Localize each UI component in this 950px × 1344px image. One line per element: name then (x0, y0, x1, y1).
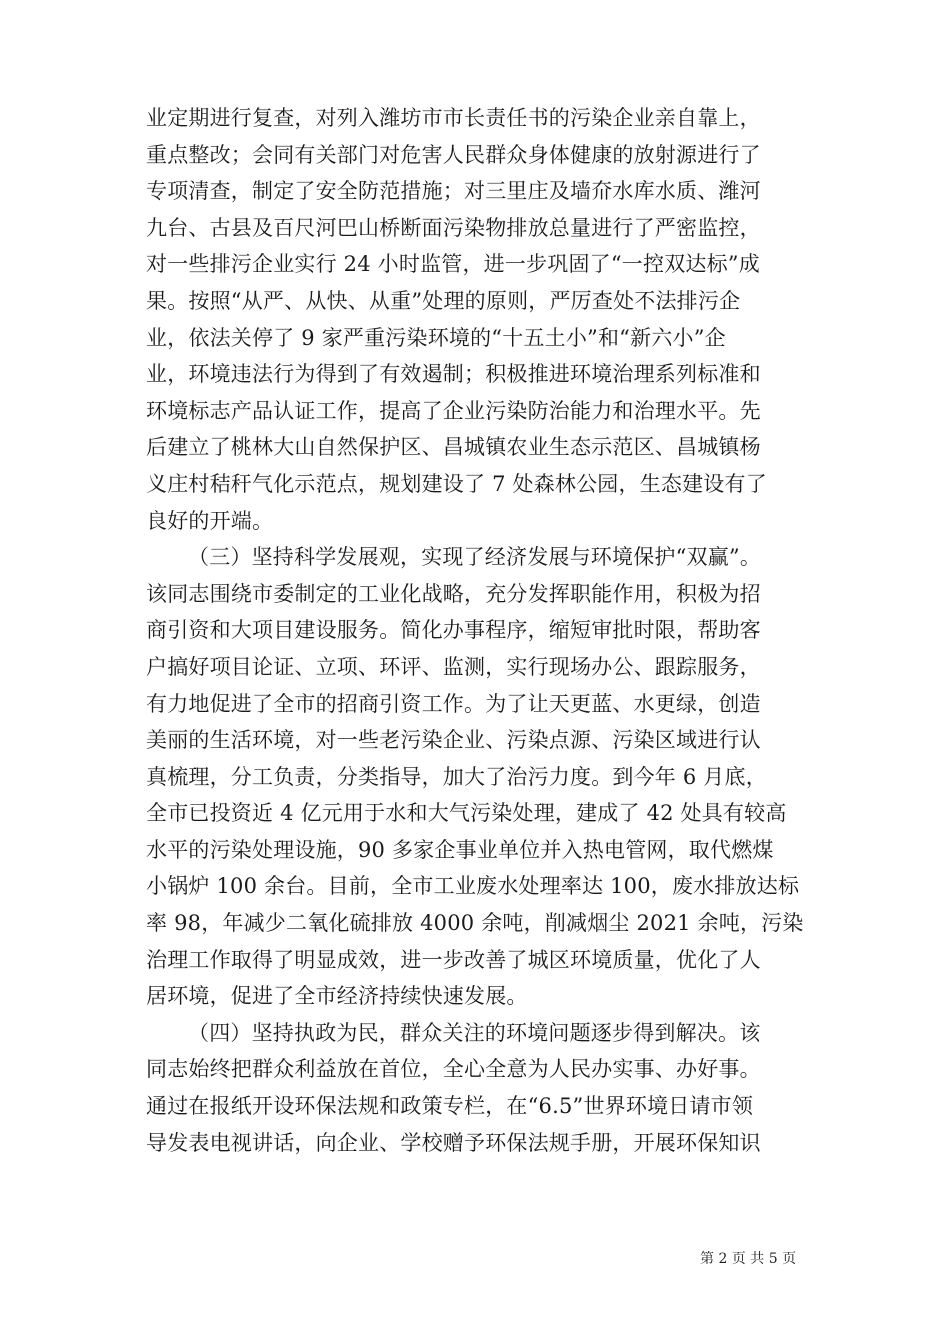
text-line: 小锅炉 100 余台。目前，全市工业废水处理率达 100，废水排放达标 (146, 874, 800, 899)
page-number: 第 2 页 共 5 页 (700, 1251, 797, 1267)
text-line: 户搞好项目论证、立项、环评、监测，实行现场办公、跟踪服务， (146, 654, 761, 679)
text-line: 义庄村秸秆气化示范点，规划建设了 7 处森林公园，生态建设有了 (146, 471, 767, 496)
text-line: 率 98，年减少二氧化硫排放 4000 余吨，削减烟尘 2021 余吨，污染 (146, 911, 804, 936)
text-line: 同志始终把群众利益放在首位，全心全意为人民办实事、办好事。 (146, 1057, 761, 1082)
text-line: 良好的开端。 (146, 508, 274, 533)
text-line: 治理工作取得了明显成效，进一步改善了城区环境质量，优化了人 (146, 947, 761, 972)
text-line: 后建立了桃林大山自然保护区、昌城镇农业生态示范区、昌城镇杨 (146, 435, 761, 460)
section-heading-four: （四）坚持执政为民，群众关注的环境问题逐步得到解决。该 (188, 1020, 761, 1045)
section-heading-three: （三）坚持科学发展观，实现了经济发展与环境保护“双赢”。 (188, 545, 762, 570)
text-line: 商引资和大项目建设服务。简化办事程序，缩短审批时限，帮助客 (146, 618, 761, 643)
text-line: 重点整改；会同有关部门对危害人民群众身体健康的放射源进行了 (146, 142, 761, 167)
text-line: 九台、古县及百尺河巴山桥断面污染物排放总量进行了严密监控， (146, 215, 761, 240)
text-line: 业定期进行复查，对列入潍坊市市长责任书的污染企业亲自靠上， (146, 106, 761, 130)
text-line: 居环境，促进了全市经济持续快速发展。 (146, 984, 528, 1009)
text-line: 环境标志产品认证工作，提高了企业污染防治能力和治理水平。先 (146, 398, 761, 423)
text-line: 真梳理，分工负责，分类指导，加大了治污力度。到今年 6 月底， (146, 764, 767, 789)
text-line: 通过在报纸开设环保法规和政策专栏，在“6.5”世界环境日请市领 (146, 1094, 754, 1119)
text-line: 果。按照“从严、从快、从重”处理的原则，严厉查处不法排污企 (146, 288, 741, 313)
text-line: 有力地促进了全市的招商引资工作。为了让天更蓝、水更绿，创造 (146, 691, 761, 716)
text-line: 对一些排污企业实行 24 小时监管，进一步巩固了“一控双达标”成 (146, 252, 760, 277)
text-line: 导发表电视讲话，向企业、学校赠予环保法规手册，开展环保知识 (146, 1130, 761, 1155)
text-line: 业，依法关停了 9 家严重污染环境的“十五土小”和“新六小”企 (146, 325, 726, 350)
document-body (146, 100, 806, 1161)
text-line: 美丽的生活环境，对一些老污染企业、污染点源、污染区域进行认 (146, 728, 761, 753)
text-line: 业，环境违法行为得到了有效遏制；积极推进环境治理系列标准和 (146, 362, 761, 387)
text-line: 专项清查，制定了安全防范措施；对三里庄及墙夼水库水质、潍河 (146, 179, 761, 204)
text-line: 该同志围绕市委制定的工业化战略，充分发挥职能作用，积极为招 (146, 581, 761, 606)
text-line: 水平的污染处理设施，90 多家企事业单位并入热电管网，取代燃煤 (146, 837, 774, 862)
text-line: 全市已投资近 4 亿元用于水和大气污染处理，建成了 42 处具有较高 (146, 801, 787, 826)
